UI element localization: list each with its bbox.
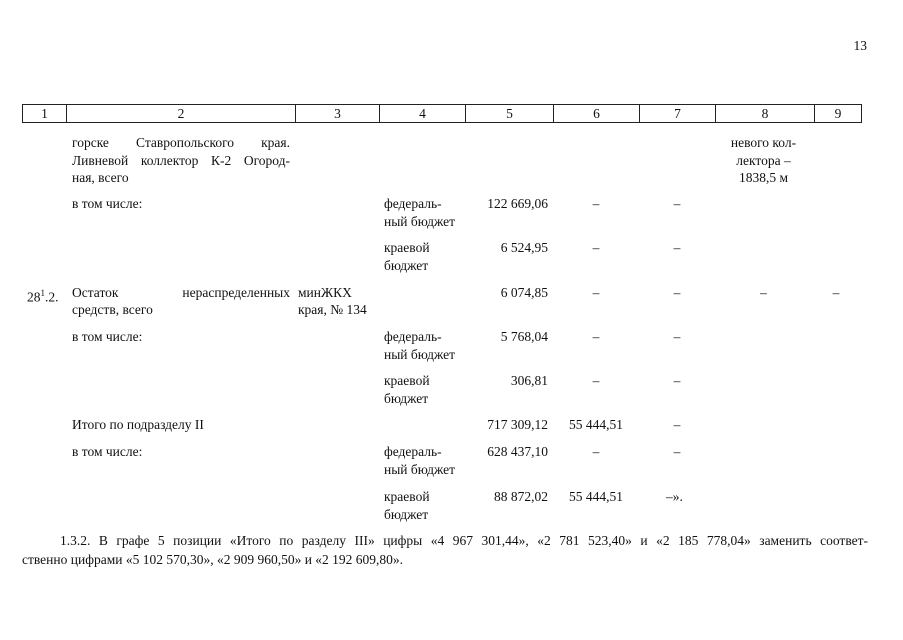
row3-col4-line1: краевой [384, 240, 430, 255]
row4-col3-line2: края, № 134 [298, 302, 367, 317]
row8-col6: – [592, 444, 600, 459]
row4-col2-line1: Остаток нераспределенных [72, 285, 290, 300]
row8-col5: 628 437,10 [487, 444, 548, 459]
row2-col7: – [673, 196, 681, 211]
header-col-7: 7 [640, 105, 716, 122]
row4-col6: – [592, 285, 600, 300]
row2-col6: – [592, 196, 600, 211]
row7-col7: – [673, 417, 681, 432]
header-col-5: 5 [466, 105, 554, 122]
row6-col6: – [592, 373, 600, 388]
header-col-6: 6 [554, 105, 640, 122]
page-number: 13 [853, 38, 867, 53]
row9-col7: –». [666, 489, 683, 504]
row2-col2: в том числе: [72, 196, 143, 211]
row2-col5: 122 669,06 [487, 196, 548, 211]
row1-col8-line1: невого кол- [730, 135, 797, 150]
row8-col4-line2: ный бюджет [384, 462, 456, 477]
row1-col2-line1: горске Ставропольского края. [72, 135, 290, 150]
row4-col8: – [760, 285, 767, 300]
row3-col5: 6 524,95 [500, 240, 548, 255]
row9-col5: 88 872,02 [494, 489, 548, 504]
row4-col2-line2: средств, всего [72, 302, 153, 317]
row8-col4-line1: федераль- [384, 444, 442, 459]
header-col-1: 1 [23, 105, 67, 122]
row6-col7: – [673, 373, 681, 388]
header-col-8: 8 [716, 105, 815, 122]
header-col-2: 2 [67, 105, 296, 122]
row4-col7: – [673, 285, 681, 300]
row3-col4-line2: бюджет [384, 258, 429, 273]
row3-col6: – [592, 240, 600, 255]
row4-col1-superscript: 1 [40, 288, 45, 298]
row8-col2: в том числе: [72, 444, 143, 459]
row4-col9: – [832, 285, 840, 300]
row5-col6: – [592, 329, 600, 344]
row5-col4-line1: федераль- [384, 329, 442, 344]
row7-col6: 55 444,51 [569, 417, 623, 432]
row4-col1 [27, 284, 59, 307]
row4-col3-line1: минЖКХ [298, 285, 352, 300]
row9-col6: 55 444,51 [569, 489, 623, 504]
row1-col2-line2: Ливневой коллектор К-2 Огород- [72, 153, 290, 168]
row2-col4-line2: ный бюджет [384, 214, 456, 229]
row5-col2: в том числе: [72, 329, 143, 344]
row3-col7: – [673, 240, 681, 255]
row9-col4-line1: краевой [384, 489, 430, 504]
row5-col4-line2: ный бюджет [384, 347, 456, 362]
row6-col4-line2: бюджет [384, 391, 429, 406]
row5-col7: – [673, 329, 681, 344]
row5-col5: 5 768,04 [500, 329, 548, 344]
row9-col4-line2: бюджет [384, 507, 429, 522]
amendment-paragraph [22, 531, 868, 569]
header-col-9: 9 [834, 106, 842, 121]
row1-col2-line3: ная, всего [72, 170, 129, 185]
row8-col7: – [673, 444, 681, 459]
row4-col1-suffix: .2. [45, 289, 59, 305]
row2-col4-line1: федераль- [384, 196, 442, 211]
row1-col8-line2: лектора – [736, 153, 791, 168]
row6-col4-line1: краевой [384, 373, 430, 388]
row7-col2: Итого по подразделу II [72, 417, 204, 432]
row1-col8-line3: 1838,5 м [738, 170, 789, 185]
header-col-4: 4 [380, 105, 466, 122]
amendment-paragraph-line2: ственно цифрами «5 102 570,30», «2 909 960,50» и «2 192 609,80». [22, 552, 404, 567]
row4-col5: 6 074,85 [500, 285, 548, 300]
amendment-paragraph-line1: 1.3.2. В графе 5 позиции «Итого по разделу III» цифры «4 967 301,44», «2 781 523,40» и «2 185 778,04» заменить соответ- [60, 533, 868, 548]
row4-col1-number: 28 [27, 289, 41, 305]
row7-col5: 717 309,12 [487, 417, 548, 432]
header-col-3: 3 [296, 105, 380, 122]
table-header-row [22, 104, 862, 123]
row6-col5: 306,81 [510, 373, 548, 388]
